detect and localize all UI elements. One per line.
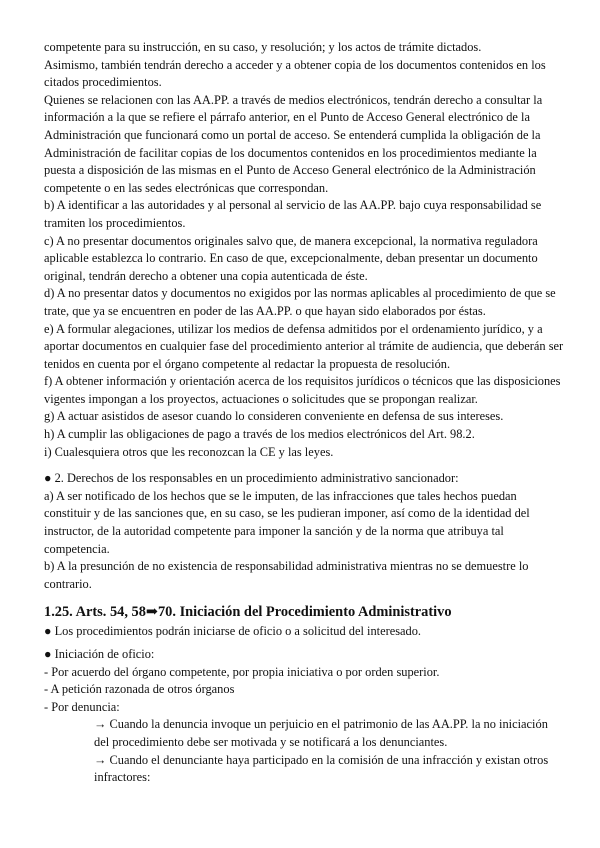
sanction-right-b: b) A la presunción de no existencia de responsabilidad administrativa mientras no se demuestre lo contrario. — [44, 559, 529, 591]
heading-bullet: ● Los procedimientos podrán iniciarse de oficio o a solicitud del interesado. — [44, 624, 422, 639]
right-item-c: c) A no presentar documentos originales salvo que, de manera excepcional, la normativa reguladora aplicable establezca lo contrario. En caso de que, excepcionalmente, deban presentar un documento original, tendrán derecho a obtener una copia autenticada de éste. — [44, 233, 538, 283]
rights-list — [44, 39, 564, 461]
right-item-h: h) A cumplir las obligaciones de pago a través de los medios electrónicos del Art. 98.2. — [44, 427, 475, 442]
oficio-item: - A petición razonada de otros órganos — [44, 682, 235, 697]
oficio-section — [44, 646, 564, 787]
section-heading: 1.25. Arts. 54, 58➡70. Iniciación del Procedimiento Administrativo — [44, 604, 452, 621]
right-item-i: i) Cualesquiera otros que les reconozcan la CE y las leyes. — [44, 444, 334, 459]
intro-paragraph: Asimismo, también tendrán derecho a acceder y a obtener copia de los documentos contenidos en los citados procedimientos. — [44, 57, 546, 90]
section-title: ● 2. Derechos de los responsables en un procedimiento administrativo sancionador: — [44, 471, 459, 486]
intro-paragraph: competente para su instrucción, en su caso, y resolución; y los actos de trámite dictados. — [44, 40, 482, 54]
oficio-item: - Por acuerdo del órgano competente, por propia iniciativa o por orden superior. — [44, 664, 440, 679]
right-item-f: f) A obtener información y orientación acerca de los requisitos jurídicos o técnicos que las disposiciones vigentes impongan a los proyectos, actuaciones o solicitudes que se propongan realizar. — [44, 374, 561, 406]
denuncia-item: → Cuando el denunciante haya participado en la comisión de una infracción y existan otros infractores: — [94, 752, 549, 785]
intro-paragraph: Quienes se relacionen con las AA.PP. a través de medios electrónicos, tendrán derecho a consultar la información a la que se refiere el párrafo anterior, en el Punto de Acceso General electrónico de la Administración que funcionará como un portal de acceso. Se entenderá cumplida la obligación de la Administración de facilitar copias de los documentos contenidos en los procedimientos mediante la puesta a disposición de las mismas en el Punto de Acceso General electrónico de la Administración competente o en las sedes electrónicas que correspondan. — [44, 92, 543, 195]
right-item-d: d) A no presentar datos y documentos no exigidos por las normas aplicables al procedimiento de que se trate, que ya se encuentren en poder de las AA.PP. o que hayan sido elaborados por éstas. — [44, 286, 556, 318]
right-item-e: e) A formular alegaciones, utilizar los medios de defensa admitidos por el ordenamiento jurídico, y a aportar documentos en cualquier fase del procedimiento anterior al trámite de audiencia, que deberán ser tenidos en cuenta por el órgano competente al redactar la propuesta de resolución. — [44, 321, 564, 371]
oficio-item: - Por denuncia: — [44, 699, 120, 714]
denuncia-item: → Cuando la denuncia invoque un perjuicio en el patrimonio de las AA.PP. la no iniciación del procedimiento debe ser motivada y se notificará a los denunciantes. — [94, 717, 548, 749]
right-item-g: g) A actuar asistidos de asesor cuando lo consideren conveniente en defensa de sus intereses. — [44, 409, 504, 424]
sanction-rights-section — [44, 470, 564, 593]
oficio-title: ● Iniciación de oficio: — [44, 647, 155, 661]
right-item-b: b) A identificar a las autoridades y al personal al servicio de las AA.PP. bajo cuya responsabilidad se tramiten los procedimientos. — [44, 198, 542, 230]
sanction-right-a: a) A ser notificado de los hechos que se le imputen, de las infracciones que tales hechos puedan constituir y de las sanciones que, en su caso, se les pudieran imponer, así como de la identidad del instructor, de la autoridad competente para imponer la sanción y de la norma que atribuya tal competencia. — [44, 488, 530, 556]
